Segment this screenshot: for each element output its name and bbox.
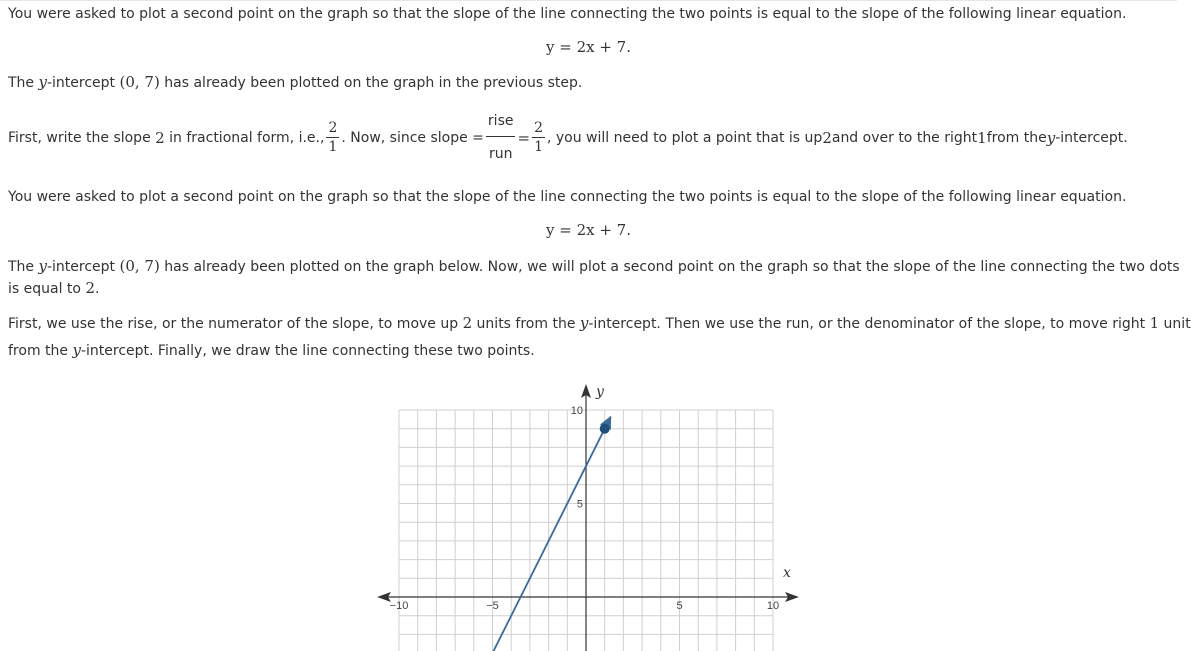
x-tick-label: 5 bbox=[676, 600, 683, 612]
fraction-two-over-one-b: $\frac{2}{1}$ bbox=[534, 119, 543, 156]
step2-equation: y = 2x + 7. bbox=[546, 221, 631, 239]
step1-equation: y = 2x + 7. bbox=[546, 38, 631, 56]
line-y-equals-2x-plus-7 bbox=[427, 425, 607, 651]
step2-intro: You were asked to plot a second point on the graph so that the slope of the line connecting the two points is equal to the slope of the following linear equation. bbox=[8, 189, 1127, 205]
line-series-group bbox=[427, 425, 607, 651]
step2-para1-line2: is equal to 2. bbox=[8, 279, 100, 297]
step2-para1-line1: The y-intercept (0, 7) has already been plotted on the graph below. Now, we will plot a second point on the graph so that the slope of the line connecting the two dots bbox=[8, 257, 1180, 275]
y-tick-label: 10 bbox=[570, 405, 583, 417]
y-axis-label: y bbox=[596, 384, 604, 400]
step2-para2-line2: from the y-intercept. Finally, we draw the line connecting these two points. bbox=[8, 341, 535, 359]
x-axis-label: x bbox=[783, 565, 791, 581]
plotted-point bbox=[600, 424, 610, 434]
fraction-rise-over-run: $\frac{\text{rise}}{\text{run}}$ bbox=[486, 110, 516, 166]
x-tick-label: −10 bbox=[389, 600, 409, 612]
step1-intercept-text: The y-intercept (0, 7) has already been plotted on the graph in the previous step. bbox=[8, 73, 583, 91]
step1-intro: You were asked to plot a second point on the graph so that the slope of the line connecting the two points is equal to the slope of the following linear equation. bbox=[8, 6, 1127, 22]
step2-para2-line1: First, we use the rise, or the numerator of the slope, to move up 2 units from the y-intercept. Then we use the run, or the denominator of the slope, to move right 1 unit bbox=[8, 314, 1191, 332]
fraction-two-over-one: $\frac{2}{1}$ bbox=[328, 119, 338, 156]
top-divider bbox=[0, 0, 1177, 1]
tick-labels bbox=[390, 384, 791, 612]
step1-slope-text: First, write the slope 2 in fractional form, i.e., $\frac{2}{1}$ . Now, since slope = $\frac{\text{rise}}{\text{run}}$ = $\frac{2}{1}$ , you will need to plot a point that is up 2 and over to the right 1 from the y -intercept. bbox=[8, 110, 1128, 166]
coordinate-graph bbox=[372, 378, 812, 651]
y-tick-label: 5 bbox=[576, 498, 583, 511]
x-tick-label: −5 bbox=[486, 600, 499, 612]
x-tick-label: 10 bbox=[766, 600, 780, 612]
